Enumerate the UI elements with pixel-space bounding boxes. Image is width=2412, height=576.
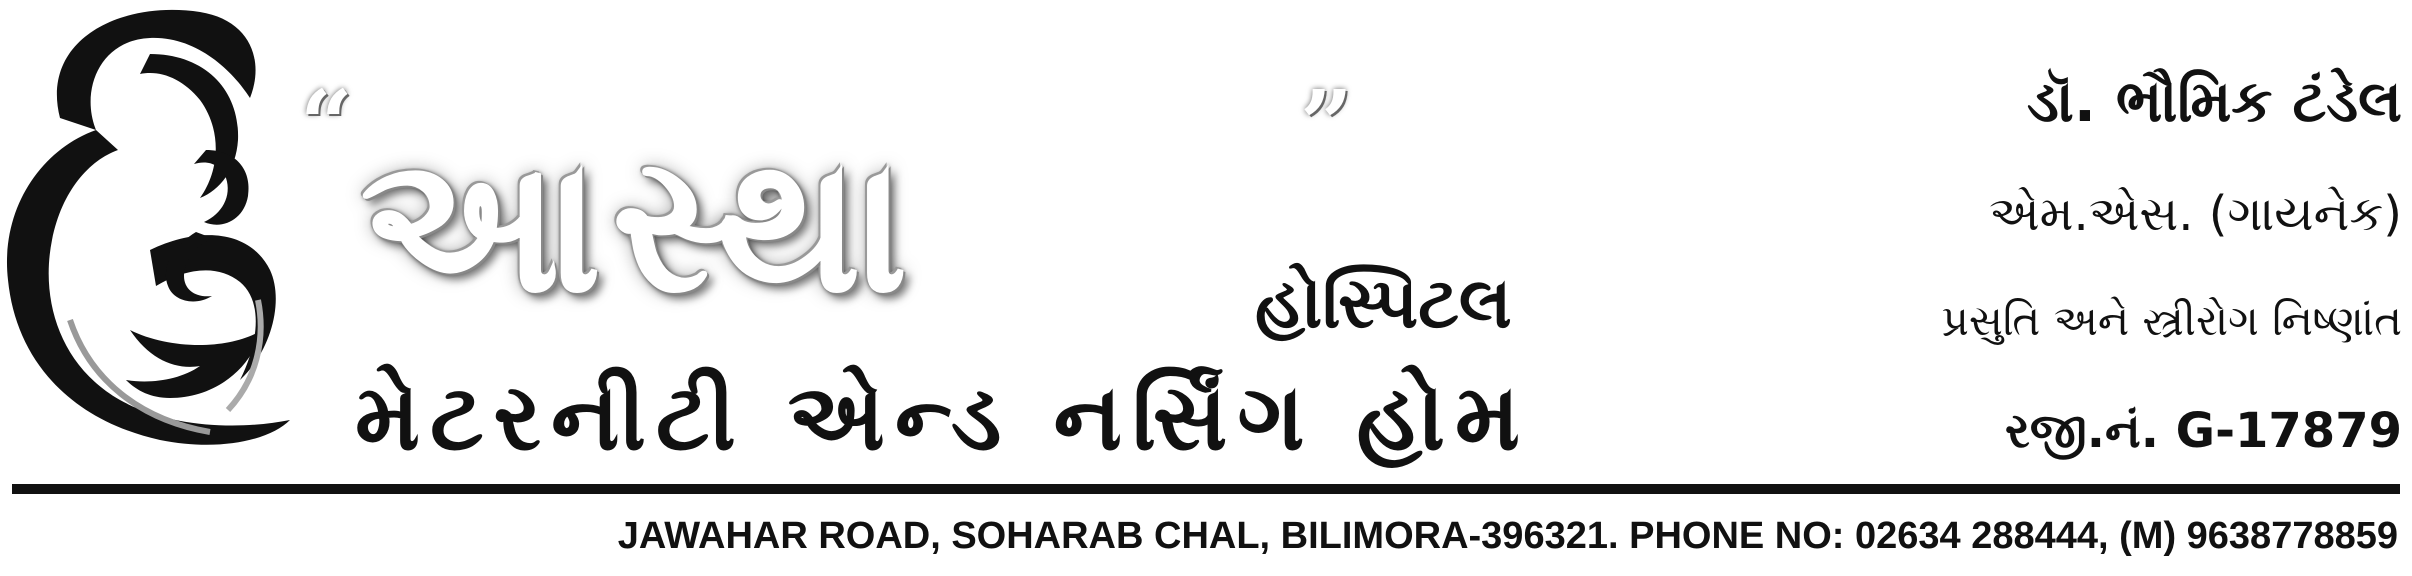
hospital-name: આસ્થા [360, 114, 919, 335]
registration-number: રજી.નં. G-17879 [2005, 403, 2402, 459]
opening-quote: “ [300, 70, 353, 178]
doctor-name: ડૉ. ભૌમિક ટંડેલ [2027, 67, 2402, 135]
doctor-degree: એમ.એસ. (ગાયનેક) [1988, 186, 2402, 242]
footer-address: JAWAHAR ROAD, SOHARAB CHAL, BILIMORA-396321. PHONE NO: 02634 288444, (M) 9638778859 [617, 515, 2398, 557]
header-divider [12, 484, 2400, 494]
doctor-specialization: પ્રસુતિ અને સ્ત્રીરોગ નિષ્ણાંત [1941, 296, 2402, 345]
closing-quote: ” [1300, 70, 1353, 178]
hospital-word: હોસ્પિટલ [1255, 262, 1512, 344]
mother-and-child-icon [0, 0, 320, 470]
tagline-maternity-nursing-home: મેટરનીટી એન્ડ નર્સિંગ હોમ [355, 364, 1530, 471]
